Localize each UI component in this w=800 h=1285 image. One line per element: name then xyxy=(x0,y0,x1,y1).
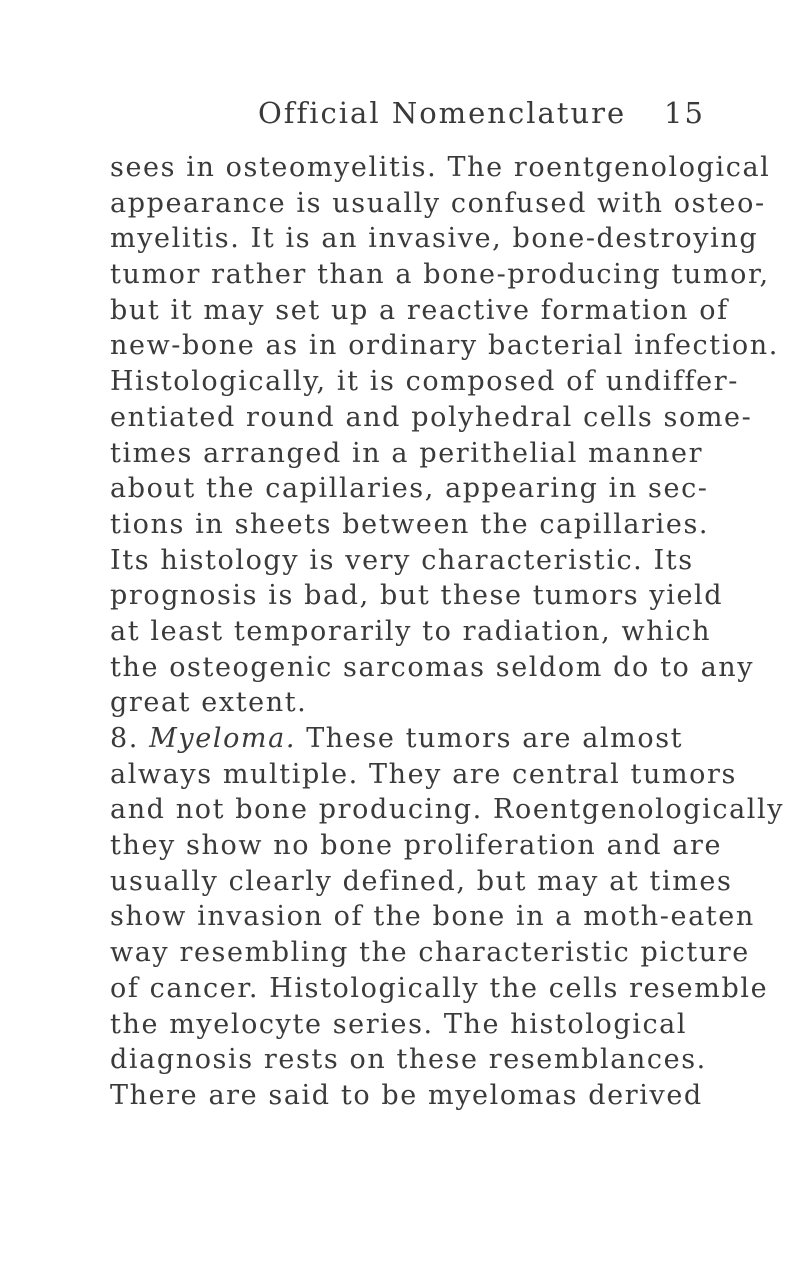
text-line: of cancer. Histologically the cells resemble xyxy=(110,972,769,1004)
text-line: sees in osteomyelitis. The roentgenological xyxy=(110,152,771,183)
text-line: prognosis is bad, but these tumors yield xyxy=(110,580,724,612)
text-line: and not bone producing. Roentgenologically xyxy=(110,794,785,826)
text-line: tions in sheets between the capillaries. xyxy=(110,508,710,540)
page-number: 15 xyxy=(664,96,705,130)
text-line: Histologically, it is composed of undiffer- xyxy=(110,366,739,398)
text-line: tumor rather than a bone-producing tumor, xyxy=(110,259,770,291)
text-line: myelitis. It is an invasive, bone-destroying xyxy=(110,223,759,255)
text-line: There are said to be myelomas derived xyxy=(110,1079,703,1111)
text-line: they show no bone proliferation and are xyxy=(110,830,723,862)
text-line: new-bone as in ordinary bacterial infection. xyxy=(110,330,779,362)
text-line: but it may set up a reactive formation of xyxy=(110,294,729,326)
section-heading-line xyxy=(110,721,684,757)
text-line: appearance is usually confused with osteo- xyxy=(110,187,766,219)
body-text xyxy=(110,150,785,1114)
section-first-line: These tumors are almost xyxy=(306,723,684,754)
text-line: the myelocyte series. The histological xyxy=(110,1008,688,1040)
text-line: usually clearly defined, but may at times xyxy=(110,865,733,897)
text-line: about the capillaries, appearing in sec- xyxy=(110,473,709,505)
text-line: entiated round and polyhedral cells some- xyxy=(110,401,753,433)
running-title: Official Nomenclature xyxy=(258,96,627,130)
section-heading: Myeloma. xyxy=(149,723,297,754)
text-line: great extent. xyxy=(110,687,308,719)
text-line: at least temporarily to radiation, which xyxy=(110,615,712,647)
text-line: way resembling the characteristic picture xyxy=(110,937,750,969)
text-line: show invasion of the bone in a moth-eaten xyxy=(110,901,755,933)
section-number: 8. xyxy=(110,723,139,754)
text-line: the osteogenic sarcomas seldom do to any xyxy=(110,651,755,683)
text-line: always multiple. They are central tumors xyxy=(110,758,738,790)
text-line: diagnosis rests on these resemblances. xyxy=(110,1044,707,1076)
text-line: Its histology is very characteristic. Its xyxy=(110,544,694,576)
text-line: times arranged in a perithelial manner xyxy=(110,437,704,469)
